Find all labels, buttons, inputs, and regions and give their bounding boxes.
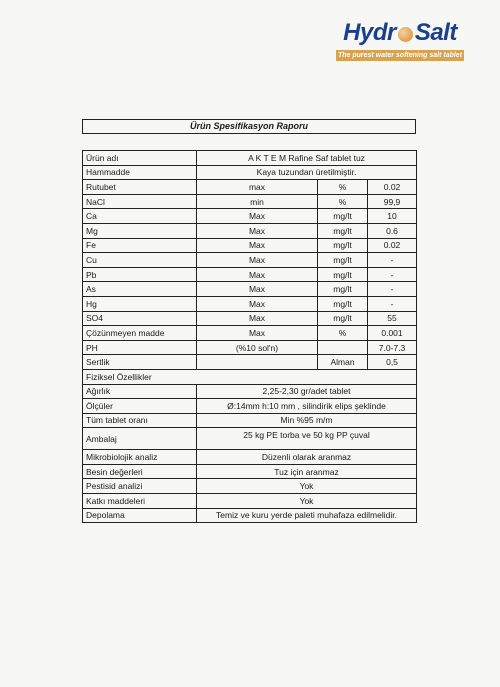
parameter-unit: mg/lt: [318, 267, 368, 282]
parameter-limit: Max: [197, 238, 318, 253]
parameter-unit: mg/lt: [318, 209, 368, 224]
property-value: Yok: [197, 494, 417, 509]
property-value: Ø:14mm h:10 mm , silindirik elips şeklinde: [197, 399, 417, 414]
parameter-value: 99,9: [368, 194, 417, 209]
chemical-row: [83, 238, 417, 253]
property-name: Katkı maddeleri: [83, 494, 197, 509]
property-value: Düzenli olarak aranmaz: [197, 450, 417, 465]
chemical-row: [83, 326, 417, 341]
property-value: 25 kg PE torba ve 50 kg PP çuval: [197, 428, 417, 450]
physical-row: [83, 479, 417, 494]
property-name: Ambalaj: [83, 428, 197, 450]
logo-salt-ball-icon: [398, 27, 413, 42]
parameter-unit: %: [318, 194, 368, 209]
product-name-value: A K T E M Rafine Saf tablet tuz: [197, 151, 417, 166]
parameter-value: 0.02: [368, 238, 417, 253]
physical-properties-heading: Fiziksel Özellikler: [83, 369, 417, 384]
parameter-unit: mg/lt: [318, 311, 368, 326]
parameter-limit: (%10 sol'n): [197, 340, 318, 355]
raw-material-value: Kaya tuzundan üretilmiştir.: [197, 165, 417, 180]
parameter-name: Mg: [83, 223, 197, 238]
property-value: 2,25-2,30 gr/adet tablet: [197, 384, 417, 399]
parameter-unit: %: [318, 326, 368, 341]
parameter-value: 0.001: [368, 326, 417, 341]
property-value: Tuz için aranmaz: [197, 464, 417, 479]
chemical-row: [83, 311, 417, 326]
property-value: Temiz ve kuru yerde paleti muhafaza edilmelidir.: [197, 508, 417, 523]
parameter-limit: min: [197, 194, 318, 209]
parameter-name: PH: [83, 340, 197, 355]
report-title: Ürün Spesifikasyon Raporu: [82, 119, 416, 134]
parameter-limit: [197, 355, 318, 370]
specification-table: [82, 150, 417, 523]
property-value: Yok: [197, 479, 417, 494]
physical-row: [83, 464, 417, 479]
physical-row: [83, 450, 417, 465]
parameter-limit: Max: [197, 253, 318, 268]
property-name: Ölçüler: [83, 399, 197, 414]
property-value: Min %95 m/m: [197, 413, 417, 428]
property-name: Ağırlık: [83, 384, 197, 399]
parameter-name: Ca: [83, 209, 197, 224]
chemical-row: [83, 209, 417, 224]
product-name-row: [83, 151, 417, 166]
parameter-value: -: [368, 253, 417, 268]
parameter-limit: Max: [197, 209, 318, 224]
property-name: Tüm tablet oranı: [83, 413, 197, 428]
parameter-name: SO4: [83, 311, 197, 326]
parameter-name: Çözünmeyen madde: [83, 326, 197, 341]
parameter-value: -: [368, 296, 417, 311]
parameter-unit: mg/lt: [318, 296, 368, 311]
chemical-row: [83, 355, 417, 370]
chemical-row: [83, 296, 417, 311]
chemical-row: [83, 194, 417, 209]
parameter-value: 55: [368, 311, 417, 326]
chemical-row: [83, 253, 417, 268]
logo-word-salt: Salt: [414, 19, 457, 46]
property-name: Besin değerleri: [83, 464, 197, 479]
chemical-row: [83, 282, 417, 297]
logo-word-hydr: Hydr: [343, 19, 396, 46]
chemical-row: [83, 267, 417, 282]
property-name: Depolama: [83, 508, 197, 523]
physical-row: [83, 494, 417, 509]
parameter-value: 10: [368, 209, 417, 224]
property-name: Pestisid analizi: [83, 479, 197, 494]
physical-row: [83, 508, 417, 523]
parameter-unit: mg/lt: [318, 238, 368, 253]
raw-material-label: Hammadde: [83, 165, 197, 180]
parameter-value: 7.0-7.3: [368, 340, 417, 355]
chemical-row: [83, 180, 417, 195]
parameter-name: Rutubet: [83, 180, 197, 195]
raw-material-row: [83, 165, 417, 180]
parameter-name: Sertlik: [83, 355, 197, 370]
parameter-limit: max: [197, 180, 318, 195]
chemical-row: [83, 340, 417, 355]
parameter-limit: Max: [197, 223, 318, 238]
parameter-unit: Alman: [318, 355, 368, 370]
parameter-value: 0,5: [368, 355, 417, 370]
parameter-limit: Max: [197, 282, 318, 297]
product-name-label: Ürün adı: [83, 151, 197, 166]
parameter-value: -: [368, 282, 417, 297]
parameter-unit: mg/lt: [318, 282, 368, 297]
parameter-value: -: [368, 267, 417, 282]
physical-row: [83, 413, 417, 428]
parameter-limit: Max: [197, 267, 318, 282]
logo-tagline: The purest water softening salt tablet: [337, 52, 463, 59]
parameter-limit: Max: [197, 326, 318, 341]
parameter-name: As: [83, 282, 197, 297]
parameter-unit: %: [318, 180, 368, 195]
parameter-limit: Max: [197, 311, 318, 326]
parameter-unit: mg/lt: [318, 253, 368, 268]
parameter-name: Cu: [83, 253, 197, 268]
parameter-name: Fe: [83, 238, 197, 253]
physical-row: [83, 428, 417, 450]
physical-header-row: [83, 369, 417, 384]
parameter-name: Hg: [83, 296, 197, 311]
parameter-name: NaCl: [83, 194, 197, 209]
property-name: Mikrobiolojik analiz: [83, 450, 197, 465]
parameter-name: Pb: [83, 267, 197, 282]
logo-wordmark: [336, 18, 464, 48]
parameter-value: 0.6: [368, 223, 417, 238]
parameter-unit: [318, 340, 368, 355]
chemical-row: [83, 223, 417, 238]
physical-row: [83, 399, 417, 414]
parameter-unit: mg/lt: [318, 223, 368, 238]
physical-row: [83, 384, 417, 399]
parameter-value: 0.02: [368, 180, 417, 195]
hydrosalt-logo: [336, 18, 464, 61]
parameter-limit: Max: [197, 296, 318, 311]
